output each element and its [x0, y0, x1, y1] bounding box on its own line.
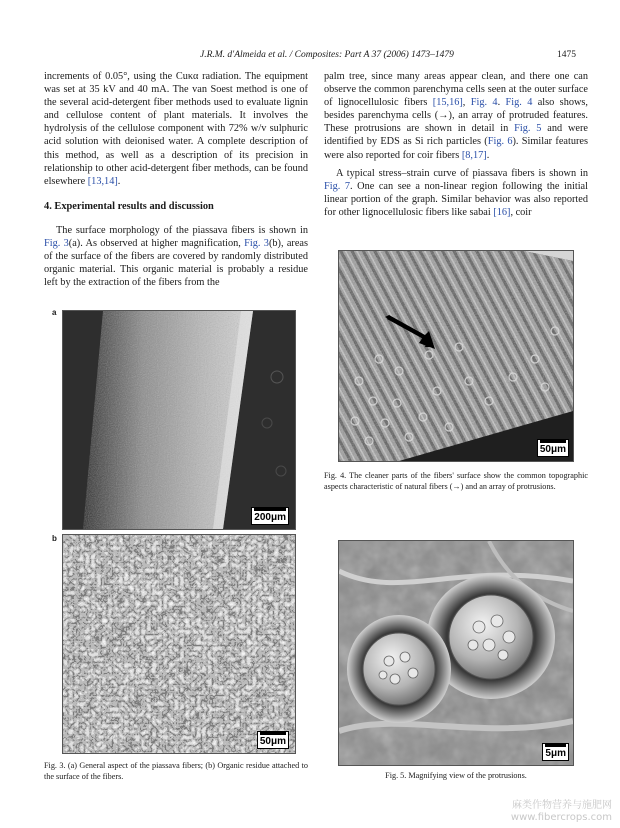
fig4-sem-image	[338, 250, 574, 462]
reference-link[interactable]: [16]	[493, 206, 511, 218]
figure-link[interactable]: Fig. 4	[505, 97, 533, 109]
figure-link[interactable]: Fig. 7	[324, 180, 351, 192]
section-heading: 4. Experimental results and discussion	[44, 200, 214, 212]
site-watermark: 麻类作物营养与施肥网 www.fibercrops.com	[510, 800, 612, 823]
parenchyma-cells-micrograph	[339, 251, 573, 461]
figure-5-caption: Fig. 5. Magnifying view of the protrusions.	[385, 771, 527, 780]
fig3b-sem-image	[62, 534, 296, 754]
paragraph-parenchyma: palm tree, since many areas appear clean, and there one can observe the common parenchyma cells seen at the outer surface of lignocellulosic fibers [15,16], Fig. 4. Fig. 4 also shows, besides parenchyma cells (→), an array of protruded features. These protrusions are shown in detail in Fig. 5 and were identified by EDS as Si rich particles (Fig. 6). Similar features were also reported for coir fibers [8,17].	[324, 71, 589, 161]
organic-residue-micrograph	[63, 535, 295, 753]
figure-link[interactable]: Fig. 6	[487, 136, 513, 148]
reference-link[interactable]: [8,17]	[461, 149, 487, 161]
paragraph-stress-strain: A typical stress–strain curve of piassava fibers is shown in Fig. 7. One can see a non-linear region following the initial linear portion of the graph. Similar behavior was also reported for other lignocellulosic fibers like sabai [16], coir	[324, 167, 588, 218]
reference-link[interactable]: [13,14]	[87, 175, 118, 187]
paragraph-surface-morphology: The surface morphology of the piassava fibers is shown in Fig. 3(a). As observed at higher magnification, Fig. 3(b), areas of the surface of the fibers are covered by randomly distributed organic material. This organic material is probably a residue left by the extraction of the fibers from the	[44, 224, 308, 289]
paragraph-methods: increments of 0.05°, using the Cuκα radiation. The equipment was set at 35 kV and 40 mA. The van Soest method is one of the several acid-detergent fiber methods used to evaluate lignin and cellulose content of plant materials. It involves the hydrolysis of the cellulose component with 72% w/v sulphuric acid solution with deionised water. A complete description of this method, as well as a description of its precision in relationship to other acid-detergent fiber methods, can be found elsewhere [13,14].	[44, 71, 308, 187]
scale-bar-200um: 200μm	[251, 507, 289, 525]
scale-bar-5um: 5μm	[542, 743, 569, 761]
page-number: 1475	[557, 50, 576, 60]
scale-bar-50um: 50μm	[257, 731, 289, 749]
figure-link[interactable]: Fig. 3	[44, 237, 69, 249]
figure-3-caption: Fig. 3. (a) General aspect of the piassava fibers; (b) Organic residue attached to the surface of the fibers.	[44, 761, 308, 781]
figure-4-caption: Fig. 4. The cleaner parts of the fibers' surface show the common topographic aspects characteristic of natural fibers (→) and an array of protrusions.	[324, 471, 588, 491]
fig5-sem-image	[338, 540, 574, 766]
reference-link[interactable]: [15,16]	[432, 97, 463, 109]
figure-link[interactable]: Fig. 4	[470, 97, 498, 109]
scale-bar-50um: 50μm	[537, 439, 569, 457]
figure-link[interactable]: Fig. 5	[514, 123, 542, 135]
panel-label-b: b	[52, 534, 57, 543]
figure-link[interactable]: Fig. 3	[244, 237, 269, 249]
left-column-text	[44, 70, 308, 289]
fiber-overview-micrograph	[63, 311, 295, 529]
fig3a-sem-image	[62, 310, 296, 530]
protrusions-micrograph	[339, 541, 573, 765]
panel-label-a: a	[52, 308, 57, 317]
right-column-text	[324, 70, 588, 219]
journal-citation: J.R.M. d'Almeida et al. / Composites: Part A 37 (2006) 1473–1479	[200, 50, 454, 60]
